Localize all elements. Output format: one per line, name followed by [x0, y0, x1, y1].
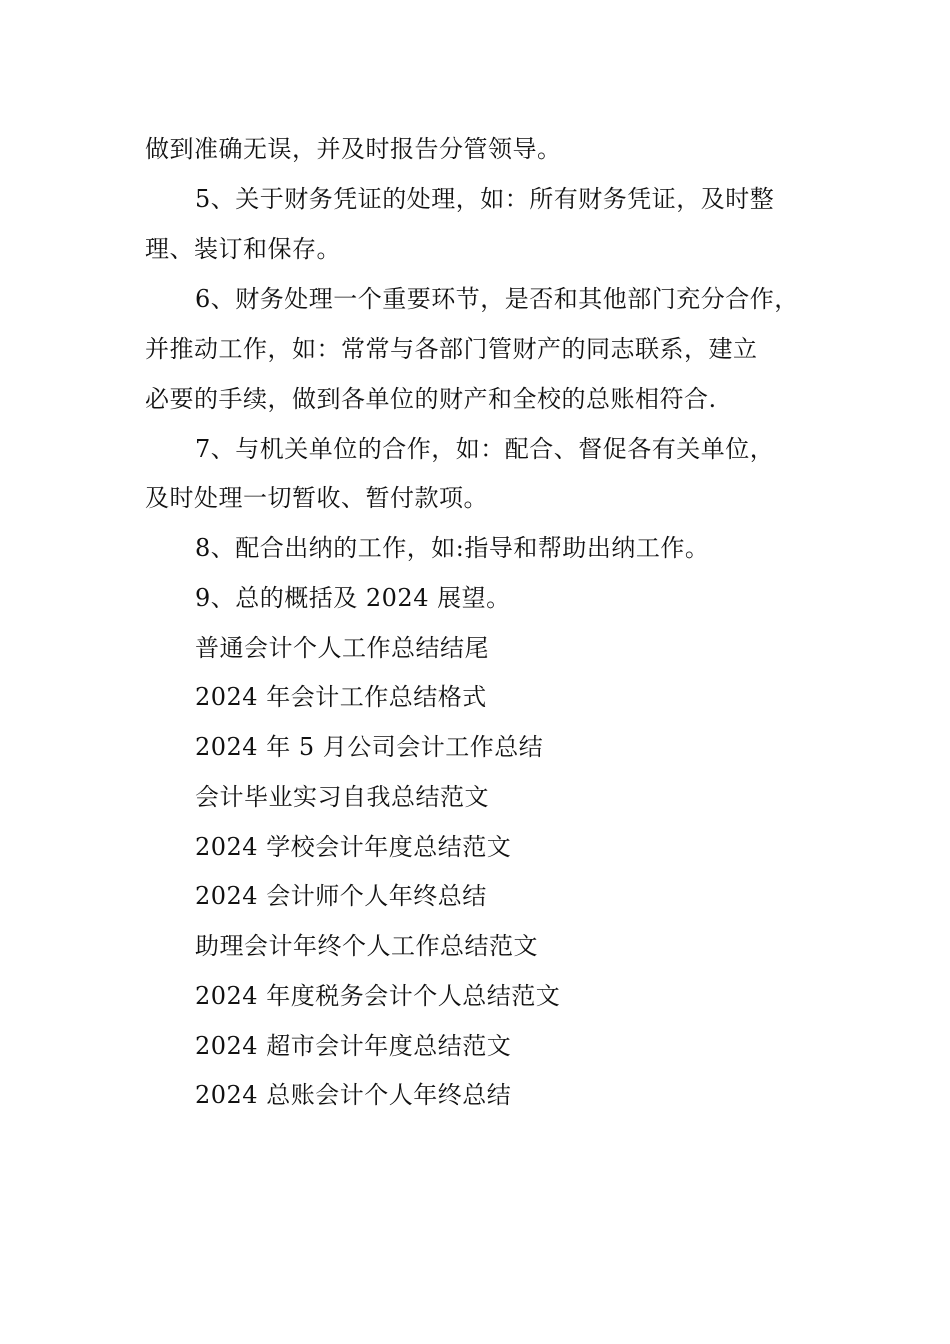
paragraph-line: 必要的手续，做到各单位的财产和全校的总账相符合. — [145, 385, 717, 413]
paragraph-line: 8、配合出纳的工作，如:指导和帮助出纳工作。 — [195, 534, 710, 562]
related-article-link[interactable]: 2024 年 5 月公司会计工作总结 — [195, 733, 544, 761]
paragraph-line: 理、装订和保存。 — [145, 235, 341, 263]
related-article-link[interactable]: 2024 年会计工作总结格式 — [195, 683, 487, 711]
paragraph-line: 6、财务处理一个重要环节，是否和其他部门充分合作， — [195, 285, 799, 313]
paragraph-line: 并推动工作，如：常常与各部门管财产的同志联系，建立 — [145, 335, 758, 363]
related-article-link[interactable]: 会计毕业实习自我总结范文 — [195, 783, 489, 811]
related-article-link[interactable]: 2024 总账会计个人年终总结 — [195, 1081, 512, 1109]
paragraph-line: 及时处理一切暂收、暂付款项。 — [145, 484, 488, 512]
related-article-link[interactable]: 2024 学校会计年度总结范文 — [195, 833, 512, 861]
related-article-link[interactable]: 2024 会计师个人年终总结 — [195, 882, 487, 910]
paragraph-line: 5、关于财务凭证的处理，如：所有财务凭证，及时整 — [195, 185, 775, 213]
paragraph-line: 9、总的概括及 2024 展望。 — [195, 584, 511, 612]
paragraph-line: 7、与机关单位的合作，如：配合、督促各有关单位， — [195, 435, 775, 463]
related-article-link[interactable]: 2024 年度税务会计个人总结范文 — [195, 982, 561, 1010]
related-article-link[interactable]: 普通会计个人工作总结结尾 — [195, 634, 489, 662]
paragraph-line: 做到准确无误，并及时报告分管领导。 — [145, 135, 562, 163]
related-article-link[interactable]: 2024 超市会计年度总结范文 — [195, 1032, 512, 1060]
related-article-link[interactable]: 助理会计年终个人工作总结范文 — [195, 932, 538, 960]
